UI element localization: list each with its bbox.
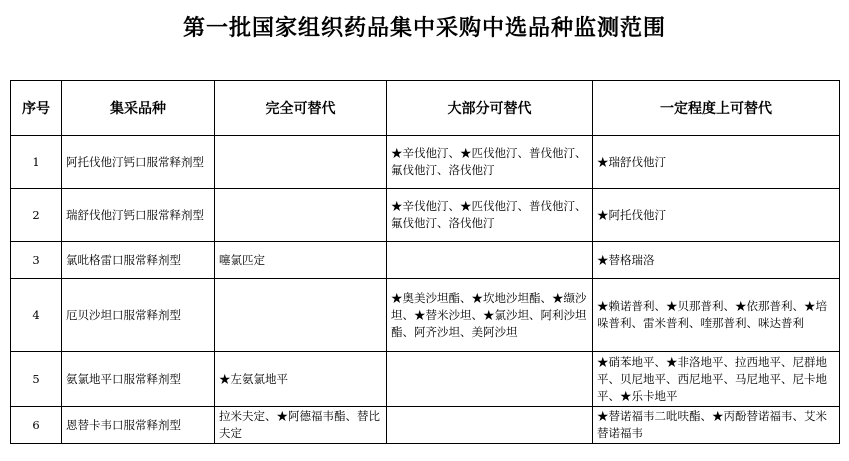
row-full-substitute — [215, 136, 387, 189]
row-product: 氨氯地平口服常释剂型 — [62, 352, 215, 407]
page-title: 第一批国家组织药品集中采购中选品种监测范围 — [182, 16, 666, 41]
row-most-substitute: ★奥美沙坦酯、★坎地沙坦酯、★缬沙坦、★替米沙坦、★氯沙坦、阿利沙坦酯、阿齐沙坦、美阿沙坦 — [387, 279, 593, 352]
table-row — [11, 352, 840, 407]
table-row — [11, 407, 840, 444]
row-most-substitute — [387, 242, 593, 279]
row-index: 4 — [11, 279, 62, 352]
row-index: 2 — [11, 189, 62, 242]
row-most-substitute — [387, 352, 593, 407]
table-row — [11, 189, 840, 242]
monitoring-table — [10, 80, 840, 444]
row-most-substitute — [387, 407, 593, 444]
row-partial-substitute: ★硝苯地平、★非洛地平、拉西地平、尼群地平、贝尼地平、西尼地平、马尼地平、尼卡地平、★乐卡地平 — [593, 352, 840, 407]
row-full-substitute: ★左氨氯地平 — [215, 352, 387, 407]
header-index: 序号 — [11, 81, 62, 136]
header-partial-substitute: 一定程度上可替代 — [593, 81, 840, 136]
row-index: 1 — [11, 136, 62, 189]
row-index: 6 — [11, 407, 62, 444]
row-most-substitute: ★辛伐他汀、★匹伐他汀、普伐他汀、氟伐他汀、洛伐他汀 — [387, 136, 593, 189]
row-partial-substitute: ★赖诺普利、★贝那普利、★依那普利、★培哚普利、雷米普利、喹那普利、咪达普利 — [593, 279, 840, 352]
row-most-substitute: ★辛伐他汀、★匹伐他汀、普伐他汀、氟伐他汀、洛伐他汀 — [387, 189, 593, 242]
row-product: 厄贝沙坦口服常释剂型 — [62, 279, 215, 352]
row-full-substitute — [215, 189, 387, 242]
row-full-substitute — [215, 279, 387, 352]
row-index: 5 — [11, 352, 62, 407]
row-partial-substitute: ★阿托伐他汀 — [593, 189, 840, 242]
header-full-substitute: 完全可替代 — [215, 81, 387, 136]
row-partial-substitute: ★替诺福韦二吡呋酯、★丙酚替诺福韦、艾米替诺福韦 — [593, 407, 840, 444]
row-product: 瑞舒伐他汀钙口服常释剂型 — [62, 189, 215, 242]
row-index: 3 — [11, 242, 62, 279]
row-partial-substitute: ★瑞舒伐他汀 — [593, 136, 840, 189]
row-partial-substitute: ★替格瑞洛 — [593, 242, 840, 279]
row-full-substitute: 噻氯匹定 — [215, 242, 387, 279]
row-product: 阿托伐他汀钙口服常释剂型 — [62, 136, 215, 189]
row-product: 恩替卡韦口服常释剂型 — [62, 407, 215, 444]
header-most-substitute: 大部分可替代 — [387, 81, 593, 136]
header-product: 集采品种 — [62, 81, 215, 136]
header-row — [11, 81, 840, 136]
table-row — [11, 242, 840, 279]
table-row — [11, 136, 840, 189]
row-full-substitute: 拉米夫定、★阿德福韦酯、替比夫定 — [215, 407, 387, 444]
row-product: 氯吡格雷口服常释剂型 — [62, 242, 215, 279]
table-row — [11, 279, 840, 352]
